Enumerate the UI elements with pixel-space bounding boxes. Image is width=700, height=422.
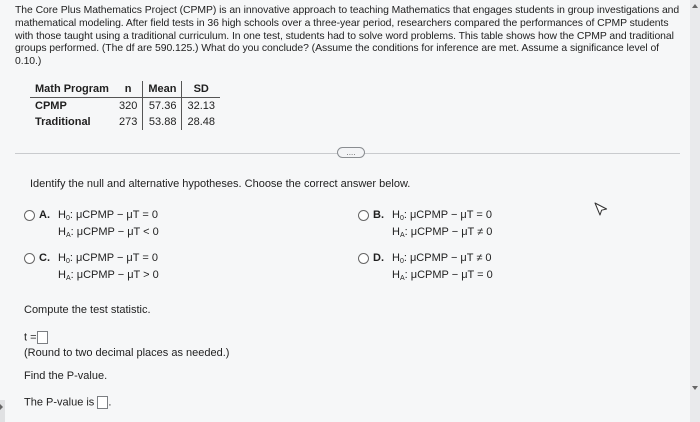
h0-relation: : μCPMP − μT = 0 xyxy=(69,209,158,221)
h-symbol: H xyxy=(392,252,400,264)
mouse-cursor-icon xyxy=(593,201,609,217)
alternative-hypothesis xyxy=(58,226,159,239)
instruction-text: Identify the null and alternative hypotheses. Choose the correct answer below. xyxy=(30,178,411,190)
radio-button[interactable] xyxy=(24,253,35,264)
h-subscript: 0 xyxy=(399,258,404,265)
p-value-input[interactable] xyxy=(97,396,108,409)
p-value-label: The P-value is xyxy=(24,396,95,409)
h-subscript: A xyxy=(65,275,71,282)
h0-relation: : μCPMP − μT = 0 xyxy=(403,209,492,221)
option-letter: C. xyxy=(39,252,50,264)
ha-relation: : μCPMP − μT > 0 xyxy=(70,269,159,281)
null-hypothesis xyxy=(392,252,492,265)
h-symbol: H xyxy=(58,226,66,238)
option-letter: D. xyxy=(373,252,384,264)
cell-mean: 57.36 xyxy=(143,98,182,115)
t-statistic-input[interactable] xyxy=(37,331,48,344)
h0-relation: : μCPMP − μT ≠ 0 xyxy=(403,252,492,264)
table-row xyxy=(30,114,220,130)
radio-button[interactable] xyxy=(24,210,35,221)
scroll-up-icon[interactable] xyxy=(692,4,698,8)
col-header-program: Math Program xyxy=(30,81,114,98)
problem-statement: The Core Plus Mathematics Project (CPMP) is an innovative approach to teaching Mathematics that engages students in group investigations and mathematical modeling. After field tests in 36 high schools over a three-year period, researchers compared the performances of CPMP students with those taught using a traditional curriculum. In one test, students had to solve word problems. This table shows how the CPMP and traditional groups performed. (The df are 590.125.) What do you conclude? (Assume the conditions for inference are met. Assume a significance level of 0.10.) xyxy=(15,5,680,68)
scroll-down-icon[interactable] xyxy=(692,386,698,390)
h-subscript: A xyxy=(399,275,405,282)
h-symbol: H xyxy=(392,269,400,281)
find-p-label: Find the P-value. xyxy=(24,370,108,382)
t-label: t = xyxy=(24,331,37,344)
data-table xyxy=(30,81,220,130)
h-symbol: H xyxy=(58,252,66,264)
cell-sd: 32.13 xyxy=(182,98,220,115)
option-letter: A. xyxy=(39,209,50,221)
h-subscript: A xyxy=(399,232,405,239)
null-hypothesis xyxy=(58,209,158,222)
chevron-right-icon[interactable] xyxy=(0,404,3,410)
left-panel-toggle[interactable] xyxy=(0,400,5,422)
radio-button[interactable] xyxy=(358,210,369,221)
rounding-note: (Round to two decimal places as needed.) xyxy=(24,347,230,359)
h-symbol: H xyxy=(392,226,400,238)
cell-n: 320 xyxy=(118,100,138,112)
compute-label: Compute the test statistic. xyxy=(24,304,151,316)
option-letter: B. xyxy=(373,209,384,221)
null-hypothesis xyxy=(392,209,492,222)
cell-program: Traditional xyxy=(35,116,91,128)
h-subscript: 0 xyxy=(399,215,404,222)
col-header-mean: Mean xyxy=(143,81,182,98)
cell-sd: 28.48 xyxy=(182,114,220,130)
ha-relation: : μCPMP − μT ≠ 0 xyxy=(404,226,493,238)
col-header-sd: SD xyxy=(182,81,220,98)
col-header-n: n xyxy=(114,81,143,98)
cell-n: 273 xyxy=(118,116,138,128)
alternative-hypothesis xyxy=(392,226,492,239)
h-subscript: 0 xyxy=(65,258,70,265)
h-subscript: 0 xyxy=(65,215,70,222)
expand-button[interactable]: .... xyxy=(337,147,365,158)
h0-relation: : μCPMP − μT = 0 xyxy=(69,252,158,264)
table-row xyxy=(30,98,220,115)
cell-mean: 53.88 xyxy=(143,114,182,130)
null-hypothesis xyxy=(58,252,158,265)
cell-program: CPMP xyxy=(35,100,67,112)
ha-relation: : μCPMP − μT = 0 xyxy=(404,269,493,281)
scrollbar[interactable] xyxy=(690,0,700,422)
h-symbol: H xyxy=(392,209,400,221)
ha-relation: : μCPMP − μT < 0 xyxy=(70,226,159,238)
alternative-hypothesis xyxy=(392,269,493,282)
p-value-suffix: . xyxy=(108,396,112,409)
t-statistic-row xyxy=(24,331,48,344)
p-value-row xyxy=(24,396,111,409)
table-header-row xyxy=(30,81,220,98)
h-subscript: A xyxy=(65,232,71,239)
h-symbol: H xyxy=(58,209,66,221)
radio-button[interactable] xyxy=(358,253,369,264)
alternative-hypothesis xyxy=(58,269,159,282)
h-symbol: H xyxy=(58,269,66,281)
